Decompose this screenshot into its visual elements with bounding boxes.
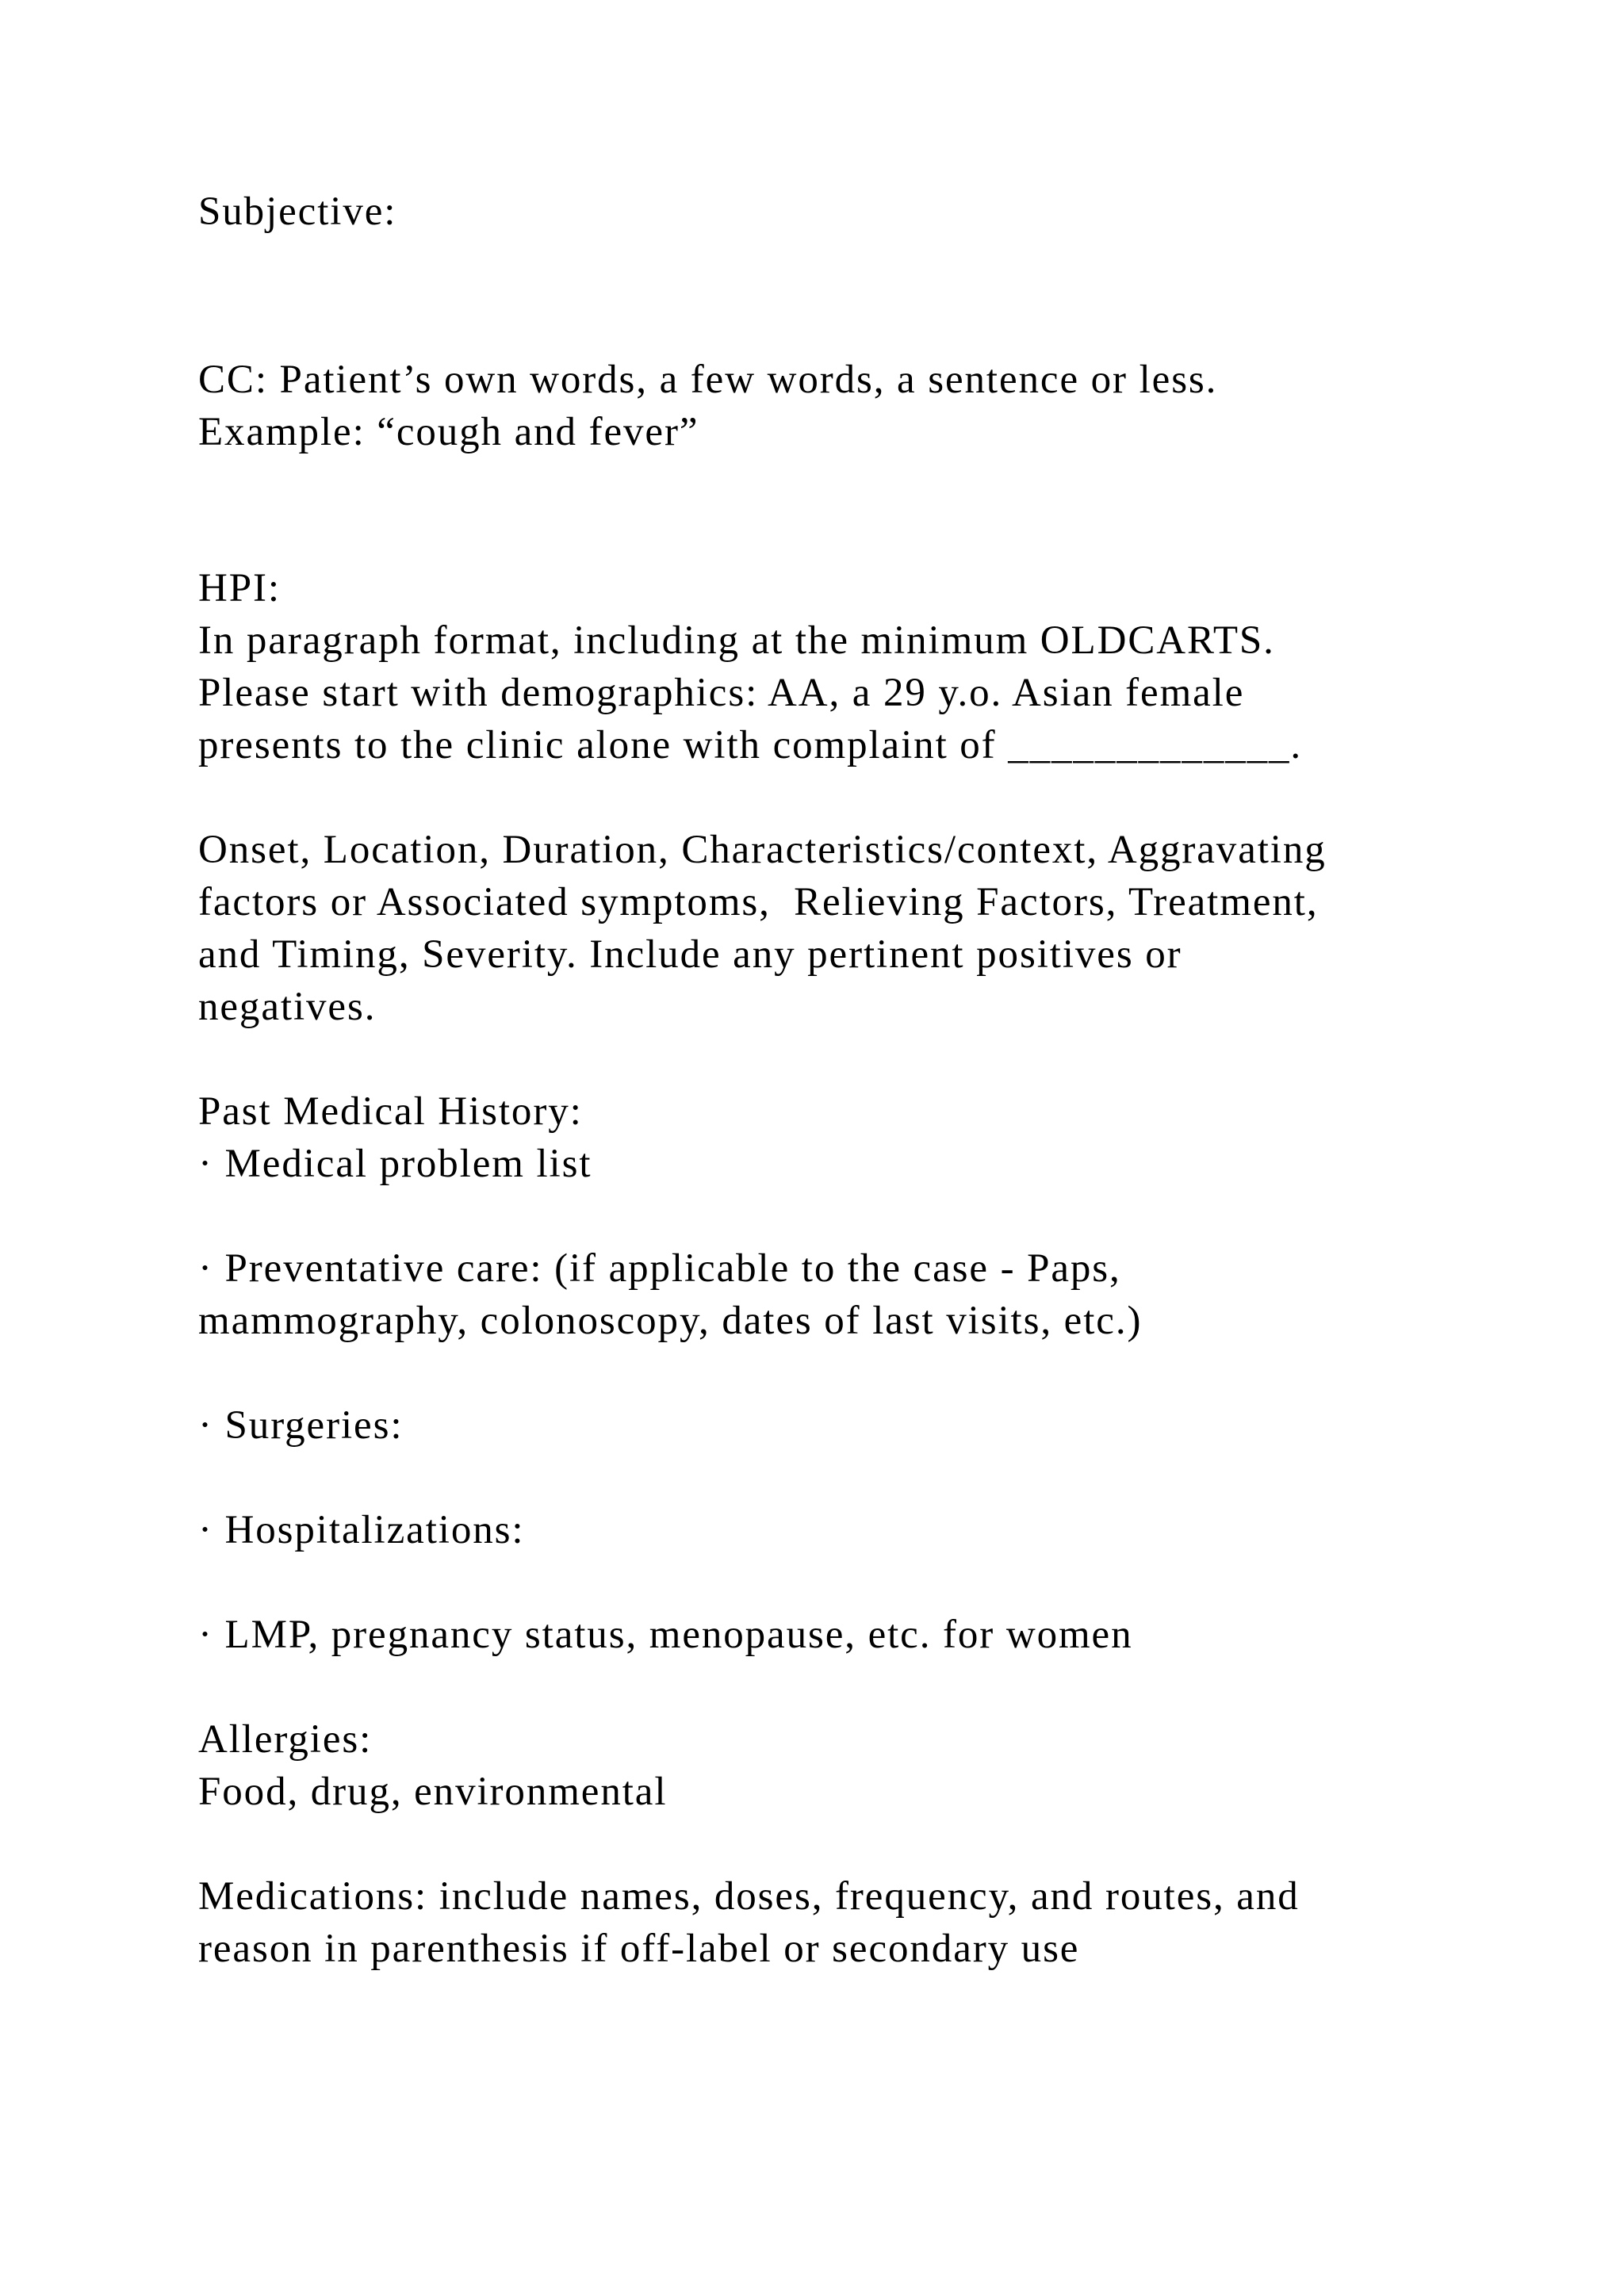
pmh-item-preventative-care-2: mammography, colonoscopy, dates of last visits, etc.) [198,1299,1143,1343]
pmh-item-lmp: · LMP, pregnancy status, menopause, etc. for women [198,1613,1133,1657]
heading-past-medical-history: Past Medical History: [198,1089,583,1134]
hpi-line-2: Please start with demographics: AA, a 29 y.o. Asian female [198,671,1245,715]
cc-line-2: Example: “cough and fever” [198,410,699,454]
heading-hpi: HPI: [198,566,281,610]
heading-subjective: Subjective: [198,189,397,234]
oldcarts-line-1: Onset, Location, Duration, Characteristics/context, Aggravating [198,828,1327,872]
pmh-item-problem-list: · Medical problem list [198,1142,592,1186]
pmh-item-hospitalizations: · Hospitalizations: [198,1508,525,1552]
allergies-detail: Food, drug, environmental [198,1770,668,1814]
pmh-item-preventative-care-1: · Preventative care: (if applicable to the case - Paps, [198,1246,1121,1291]
oldcarts-line-3: and Timing, Severity. Include any pertinent positives or [198,932,1182,977]
oldcarts-line-2: factors or Associated symptoms, Relieving Factors, Treatment, [198,880,1319,924]
medications-line-2: reason in parenthesis if off-label or secondary use [198,1927,1080,1971]
pmh-item-surgeries: · Surgeries: [198,1403,404,1448]
medications-line-1: Medications: include names, doses, frequency, and routes, and [198,1874,1300,1919]
cc-line-1: CC: Patient’s own words, a few words, a sentence or less. [198,358,1218,402]
hpi-line-1: In paragraph format, including at the minimum OLDCARTS. [198,618,1275,663]
hpi-line-3: presents to the clinic alone with complaint of _____________. [198,723,1303,767]
heading-allergies: Allergies: [198,1717,373,1762]
oldcarts-line-4: negatives. [198,985,377,1029]
